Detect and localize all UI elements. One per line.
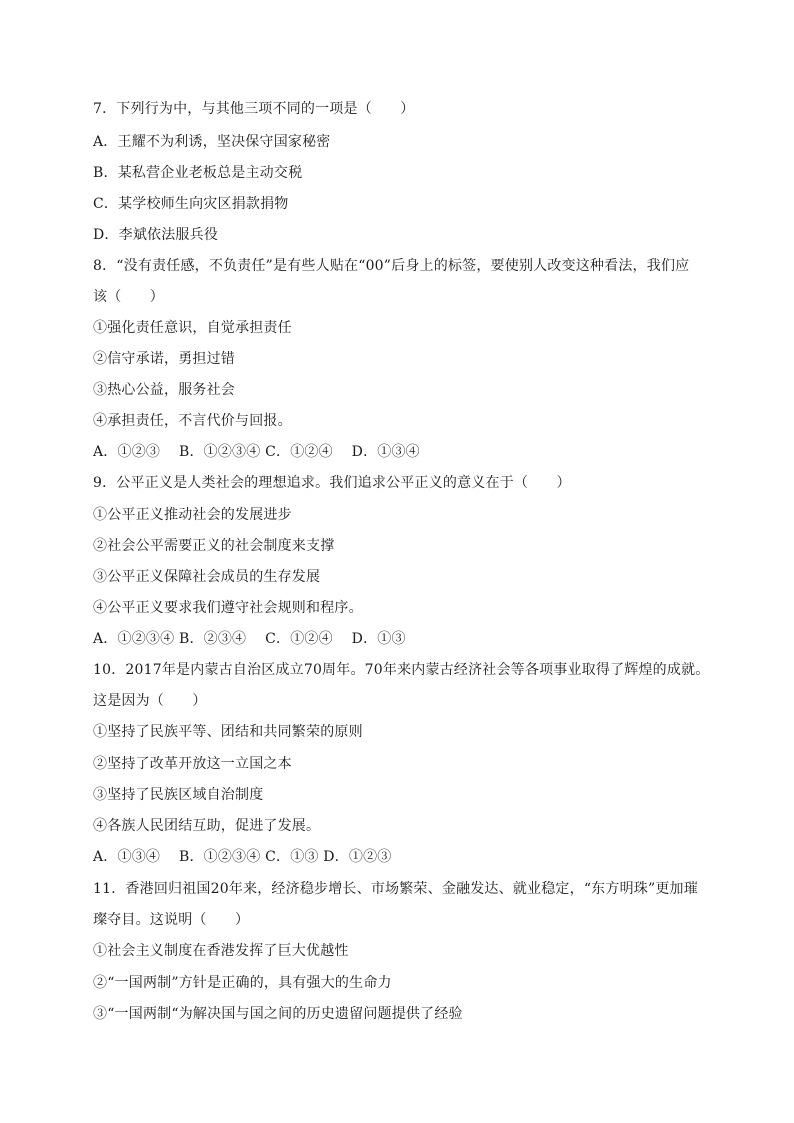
question-10-statement-2: ②坚持了改革开放这一立国之本: [93, 756, 292, 772]
question-10-statement-4: ④各族人民团结互助，促进了发展。: [93, 818, 321, 834]
question-11-stem-line-1: 11．香港回归祖国20年来，经济稳步增长、市场繁荣、金融发达、就业稳定，“东方明珠”更加璀: [93, 881, 698, 897]
question-8-statement-2: ②信守承诺，勇担过错: [93, 351, 235, 367]
question-9-statement-4: ④公平正义要求我们遵守社会规则和程序。: [93, 600, 363, 616]
question-11-statement-2: ②“一国两制”方针是正确的，具有强大的生命力: [93, 975, 392, 991]
question-7-option-d: D．李斌依法服兵役: [93, 227, 219, 243]
question-8-stem-line-2: 该（ ）: [93, 289, 164, 305]
question-8-stem-line-1: 8．“没有责任感，不负责任”是有些人贴在“00”后身上的标签，要使别人改变这种看法，我们应: [93, 258, 690, 274]
question-8-statement-4: ④承担责任，不言代价与回报。: [93, 413, 292, 429]
question-10-options: A．①③④ B．①②③④ C．①③ D．①②③: [93, 849, 392, 865]
question-8-statement-1: ①强化责任意识，自觉承担责任: [93, 320, 292, 336]
question-8-statement-3: ③热心公益，服务社会: [93, 382, 235, 398]
question-10-statement-3: ③坚持了民族区域自治制度: [93, 787, 264, 803]
question-11-statement-3: ③“一国两制“为解决国与国之间的历史遗留问题提供了经验: [93, 1006, 463, 1022]
question-11-statement-1: ①社会主义制度在香港发挥了巨大优越性: [93, 943, 349, 959]
question-7-option-b: B．某私营企业老板总是主动交税: [93, 165, 303, 181]
question-9-statement-1: ①公平正义推动社会的发展进步: [93, 507, 292, 523]
question-7-option-a: A．王耀不为利诱，坚决保守国家秘密: [93, 134, 331, 150]
question-9-stem: 9．公平正义是人类社会的理想追求。我们追求公平正义的意义在于（ ）: [93, 475, 571, 491]
question-7-stem: 7．下列行为中，与其他三项不同的一项是（ ）: [93, 101, 415, 117]
question-8-options: A．①②③ B．①②③④ C．①②④ D．①③④: [93, 444, 420, 460]
question-10-statement-1: ①坚持了民族平等、团结和共同繁荣的原则: [93, 724, 363, 740]
question-11-stem-line-2: 璨夺目。这说明（ ）: [93, 912, 250, 928]
question-9-statement-3: ③公平正义保障社会成员的生存发展: [93, 569, 321, 585]
question-9-statement-2: ②社会公平需要正义的社会制度来支撑: [93, 538, 335, 554]
question-9-options: A．①②③④ B．②③④ C．①②④ D．①③: [93, 631, 406, 647]
question-7-option-c: C．某学校师生向灾区捐款捐物: [93, 196, 289, 212]
question-10-stem-line-1: 10．2017年是内蒙古自治区成立70周年。70年来内蒙古经济社会等各项事业取得了辉煌的成就。: [93, 662, 710, 678]
question-10-stem-line-2: 这是因为（ ）: [93, 693, 207, 709]
